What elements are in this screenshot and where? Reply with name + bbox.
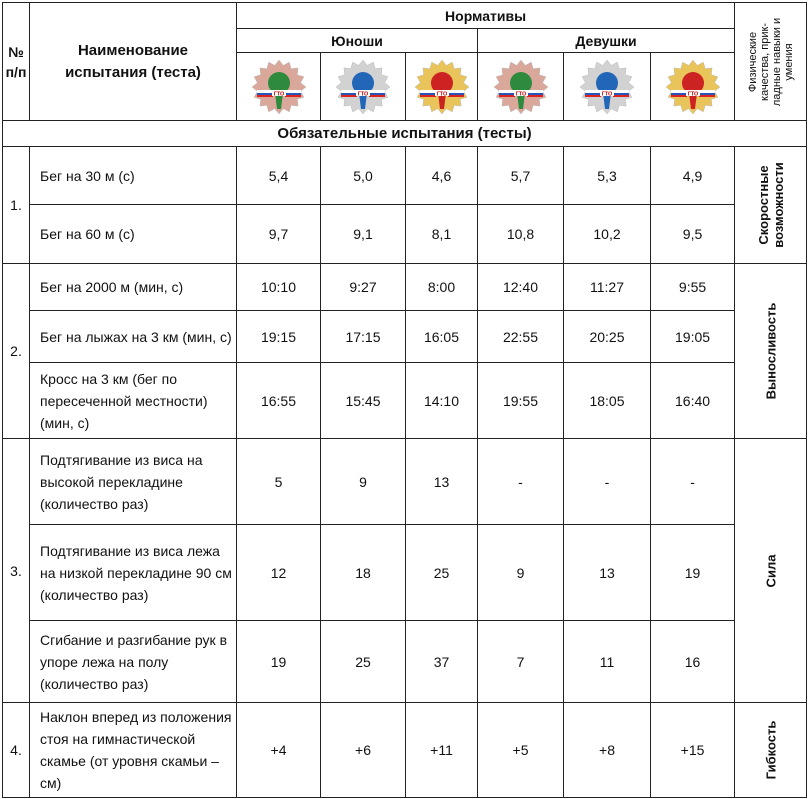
test-name: Кросс на 3 км (бег по пересеченной местности) (мин, с) bbox=[30, 363, 237, 439]
norm-value: 9,7 bbox=[237, 205, 321, 264]
norm-value: 12 bbox=[237, 525, 321, 621]
norm-value: +15 bbox=[651, 703, 735, 798]
norm-value: 22:55 bbox=[478, 311, 564, 363]
header-boys: Юноши bbox=[237, 29, 478, 53]
norm-value: 9 bbox=[321, 439, 406, 525]
norm-value: - bbox=[564, 439, 651, 525]
norm-value: 18:05 bbox=[564, 363, 651, 439]
norm-value: 16 bbox=[651, 621, 735, 703]
norm-value: 17:15 bbox=[321, 311, 406, 363]
group-number: 1. bbox=[3, 147, 30, 264]
norm-value: 16:55 bbox=[237, 363, 321, 439]
table-row bbox=[3, 703, 807, 798]
norm-value: +5 bbox=[478, 703, 564, 798]
header-qualities: Физические качества, прик-ладные навыки и умения bbox=[735, 3, 807, 121]
norm-value: 9:27 bbox=[321, 264, 406, 311]
norm-value: 11:27 bbox=[564, 264, 651, 311]
test-name: Бег на лыжах на 3 км (мин, с) bbox=[30, 311, 237, 363]
badge-cell bbox=[478, 53, 564, 121]
norm-value: 9,5 bbox=[651, 205, 735, 264]
svg-text:ГТО: ГТО bbox=[273, 91, 284, 97]
svg-text:ГТО: ГТО bbox=[436, 91, 447, 97]
norm-value: 9,1 bbox=[321, 205, 406, 264]
quality-label: Сила bbox=[735, 439, 807, 703]
group-number: 2. bbox=[3, 264, 30, 439]
norm-value: 13 bbox=[564, 525, 651, 621]
norm-value: 20:25 bbox=[564, 311, 651, 363]
section-title: Обязательные испытания (тесты) bbox=[3, 121, 807, 147]
bronze-badge-icon bbox=[249, 57, 309, 117]
table-row bbox=[3, 147, 807, 205]
norm-value: 19:15 bbox=[237, 311, 321, 363]
norm-value: - bbox=[478, 439, 564, 525]
norm-value: 7 bbox=[478, 621, 564, 703]
norm-value: 19 bbox=[651, 525, 735, 621]
norm-value: 10:10 bbox=[237, 264, 321, 311]
gold-badge-icon bbox=[412, 57, 472, 117]
svg-text:ГТО: ГТО bbox=[687, 91, 698, 97]
test-name: Наклон вперед из положения стоя на гимнастической скамье (от уровня скамьи – см) bbox=[30, 703, 237, 798]
norm-value: +11 bbox=[406, 703, 478, 798]
test-name: Бег на 30 м (с) bbox=[30, 147, 237, 205]
norm-value: 5,7 bbox=[478, 147, 564, 205]
table-row bbox=[3, 363, 807, 439]
table-row bbox=[3, 205, 807, 264]
test-name: Подтягивание из виса на высокой перекладине (количество раз) bbox=[30, 439, 237, 525]
norm-value: 25 bbox=[321, 621, 406, 703]
gto-norms-table bbox=[2, 2, 807, 798]
norm-value: 8:00 bbox=[406, 264, 478, 311]
norm-value: 19:05 bbox=[651, 311, 735, 363]
svg-text:ГТО: ГТО bbox=[601, 91, 613, 97]
svg-text:ГТО: ГТО bbox=[357, 91, 369, 97]
bronze-badge-icon bbox=[491, 57, 551, 117]
quality-label: Гибкость bbox=[735, 703, 807, 798]
norm-value: 37 bbox=[406, 621, 478, 703]
norm-value: 5 bbox=[237, 439, 321, 525]
norm-value: 15:45 bbox=[321, 363, 406, 439]
badge-cell bbox=[564, 53, 651, 121]
header-norms: Нормативы bbox=[237, 3, 735, 29]
test-name: Бег на 2000 м (мин, с) bbox=[30, 264, 237, 311]
silver-badge-icon bbox=[577, 57, 637, 117]
norm-value: 19 bbox=[237, 621, 321, 703]
norm-value: 19:55 bbox=[478, 363, 564, 439]
norm-value: - bbox=[651, 439, 735, 525]
norm-value: 5,0 bbox=[321, 147, 406, 205]
test-name: Сгибание и разгибание рук в упоре лежа на полу (количество раз) bbox=[30, 621, 237, 703]
norm-value: 5,3 bbox=[564, 147, 651, 205]
norm-value: 10,2 bbox=[564, 205, 651, 264]
badge-cell bbox=[321, 53, 406, 121]
test-name: Бег на 60 м (с) bbox=[30, 205, 237, 264]
header-test-name: Наименование испытания (теста) bbox=[30, 3, 237, 121]
norm-value: 12:40 bbox=[478, 264, 564, 311]
table-row bbox=[3, 439, 807, 525]
norm-value: 13 bbox=[406, 439, 478, 525]
table-row bbox=[3, 621, 807, 703]
table-row bbox=[3, 264, 807, 311]
norm-value: 9:55 bbox=[651, 264, 735, 311]
norm-value: 14:10 bbox=[406, 363, 478, 439]
header-girls: Девушки bbox=[478, 29, 735, 53]
norm-value: 9 bbox=[478, 525, 564, 621]
header-number: № п/п bbox=[3, 3, 30, 121]
gold-badge-icon bbox=[663, 57, 723, 117]
norm-value: 18 bbox=[321, 525, 406, 621]
quality-label: Выносливость bbox=[735, 264, 807, 439]
svg-text:ГТО: ГТО bbox=[515, 91, 526, 97]
norm-value: 16:05 bbox=[406, 311, 478, 363]
norm-value: 25 bbox=[406, 525, 478, 621]
norm-value: +6 bbox=[321, 703, 406, 798]
norm-value: +8 bbox=[564, 703, 651, 798]
table-row bbox=[3, 311, 807, 363]
norm-value: 11 bbox=[564, 621, 651, 703]
group-number: 4. bbox=[3, 703, 30, 798]
norm-value: 8,1 bbox=[406, 205, 478, 264]
norm-value: 4,6 bbox=[406, 147, 478, 205]
test-name: Подтягивание из виса лежа на низкой перекладине 90 см (количество раз) bbox=[30, 525, 237, 621]
norm-value: 16:40 bbox=[651, 363, 735, 439]
badge-cell bbox=[651, 53, 735, 121]
badge-cell bbox=[406, 53, 478, 121]
badge-cell bbox=[237, 53, 321, 121]
norm-value: 10,8 bbox=[478, 205, 564, 264]
norm-value: 5,4 bbox=[237, 147, 321, 205]
group-number: 3. bbox=[3, 439, 30, 703]
quality-label: Скоростные возможности bbox=[735, 147, 807, 264]
table-row bbox=[3, 525, 807, 621]
norm-value: 4,9 bbox=[651, 147, 735, 205]
norm-value: +4 bbox=[237, 703, 321, 798]
silver-badge-icon bbox=[333, 57, 393, 117]
